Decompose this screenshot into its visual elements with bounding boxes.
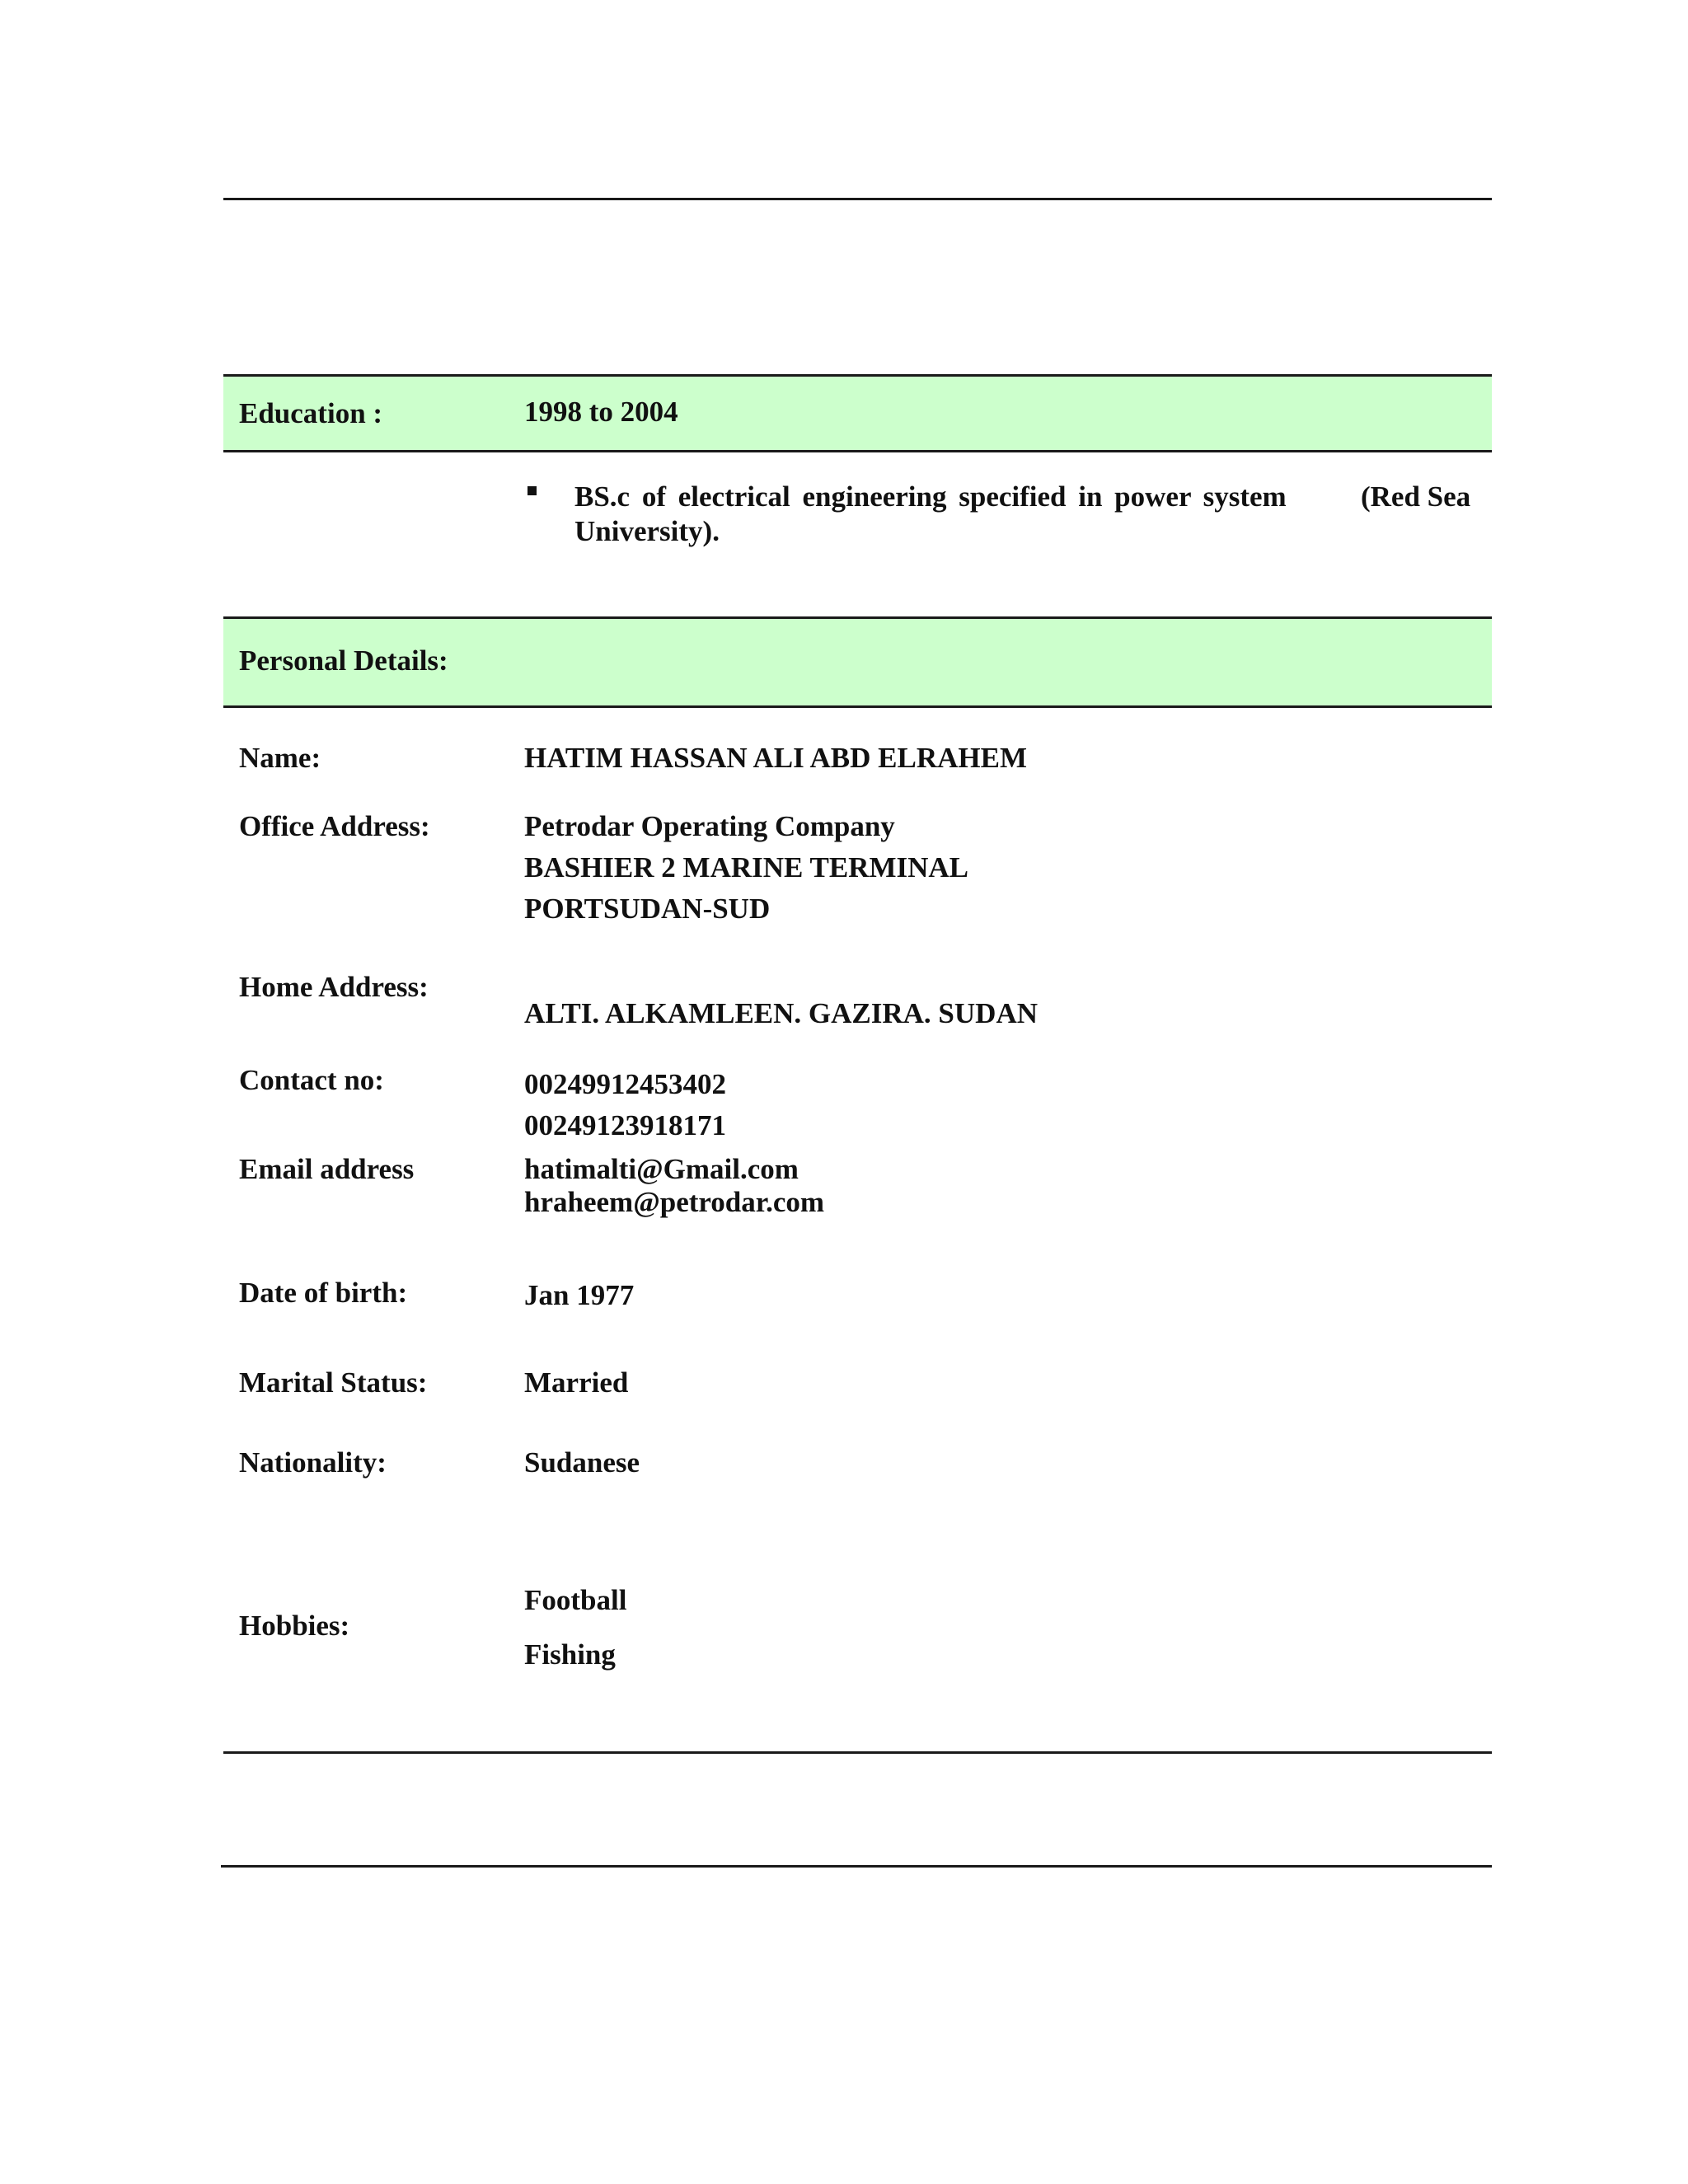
marital-status-label: Marital Status: [239, 1366, 428, 1399]
education-degree-line2: University). [574, 515, 720, 547]
email-value: hatimalti@Gmail.com [524, 1153, 799, 1185]
footer-rule [221, 1865, 1492, 1868]
personal-rule-bottom [223, 705, 1492, 708]
office-address-line: Petrodar Operating Company [524, 810, 895, 842]
hobby-item: Football [524, 1584, 627, 1616]
education-label: Education : [239, 397, 383, 429]
office-address-label: Office Address: [239, 810, 430, 842]
contact-label: Contact no: [239, 1064, 384, 1096]
name-value: HATIM HASSAN ALI ABD ELRAHEM [524, 742, 1028, 774]
education-degree-line1: BS.c of electrical engineering specified in power system [574, 480, 1287, 513]
name-label: Name: [239, 742, 321, 774]
hobby-item: Fishing [524, 1638, 616, 1671]
home-address-value: ALTI. ALKAMLEEN. GAZIRA. SUDAN [524, 997, 1038, 1029]
bullet-icon [528, 486, 537, 495]
hobbies-label: Hobbies: [239, 1610, 350, 1642]
contact-value: 00249123918171 [524, 1109, 726, 1141]
email-value: hraheem@petrodar.com [524, 1186, 825, 1218]
home-address-label: Home Address: [239, 971, 429, 1003]
email-label: Email address [239, 1153, 415, 1185]
nationality-value: Sudanese [524, 1446, 640, 1479]
contact-value: 00249912453402 [524, 1068, 726, 1100]
bottom-rule [223, 1751, 1492, 1754]
marital-status-value: Married [524, 1366, 629, 1399]
education-period: 1998 to 2004 [524, 396, 678, 428]
office-address-line: BASHIER 2 MARINE TERMINAL [524, 851, 969, 883]
education-rule-top [223, 374, 1492, 377]
education-rule-bottom [223, 450, 1492, 452]
personal-rule-top [223, 616, 1492, 619]
dob-value: Jan 1977 [524, 1279, 635, 1311]
education-band [223, 375, 1492, 451]
office-address-line: PORTSUDAN-SUD [524, 893, 771, 925]
top-rule [223, 198, 1492, 200]
nationality-label: Nationality: [239, 1446, 387, 1479]
dob-label: Date of birth: [239, 1277, 408, 1309]
personal-details-heading: Personal Details: [239, 644, 448, 677]
education-degree-tail: (Red Sea [1361, 480, 1471, 513]
